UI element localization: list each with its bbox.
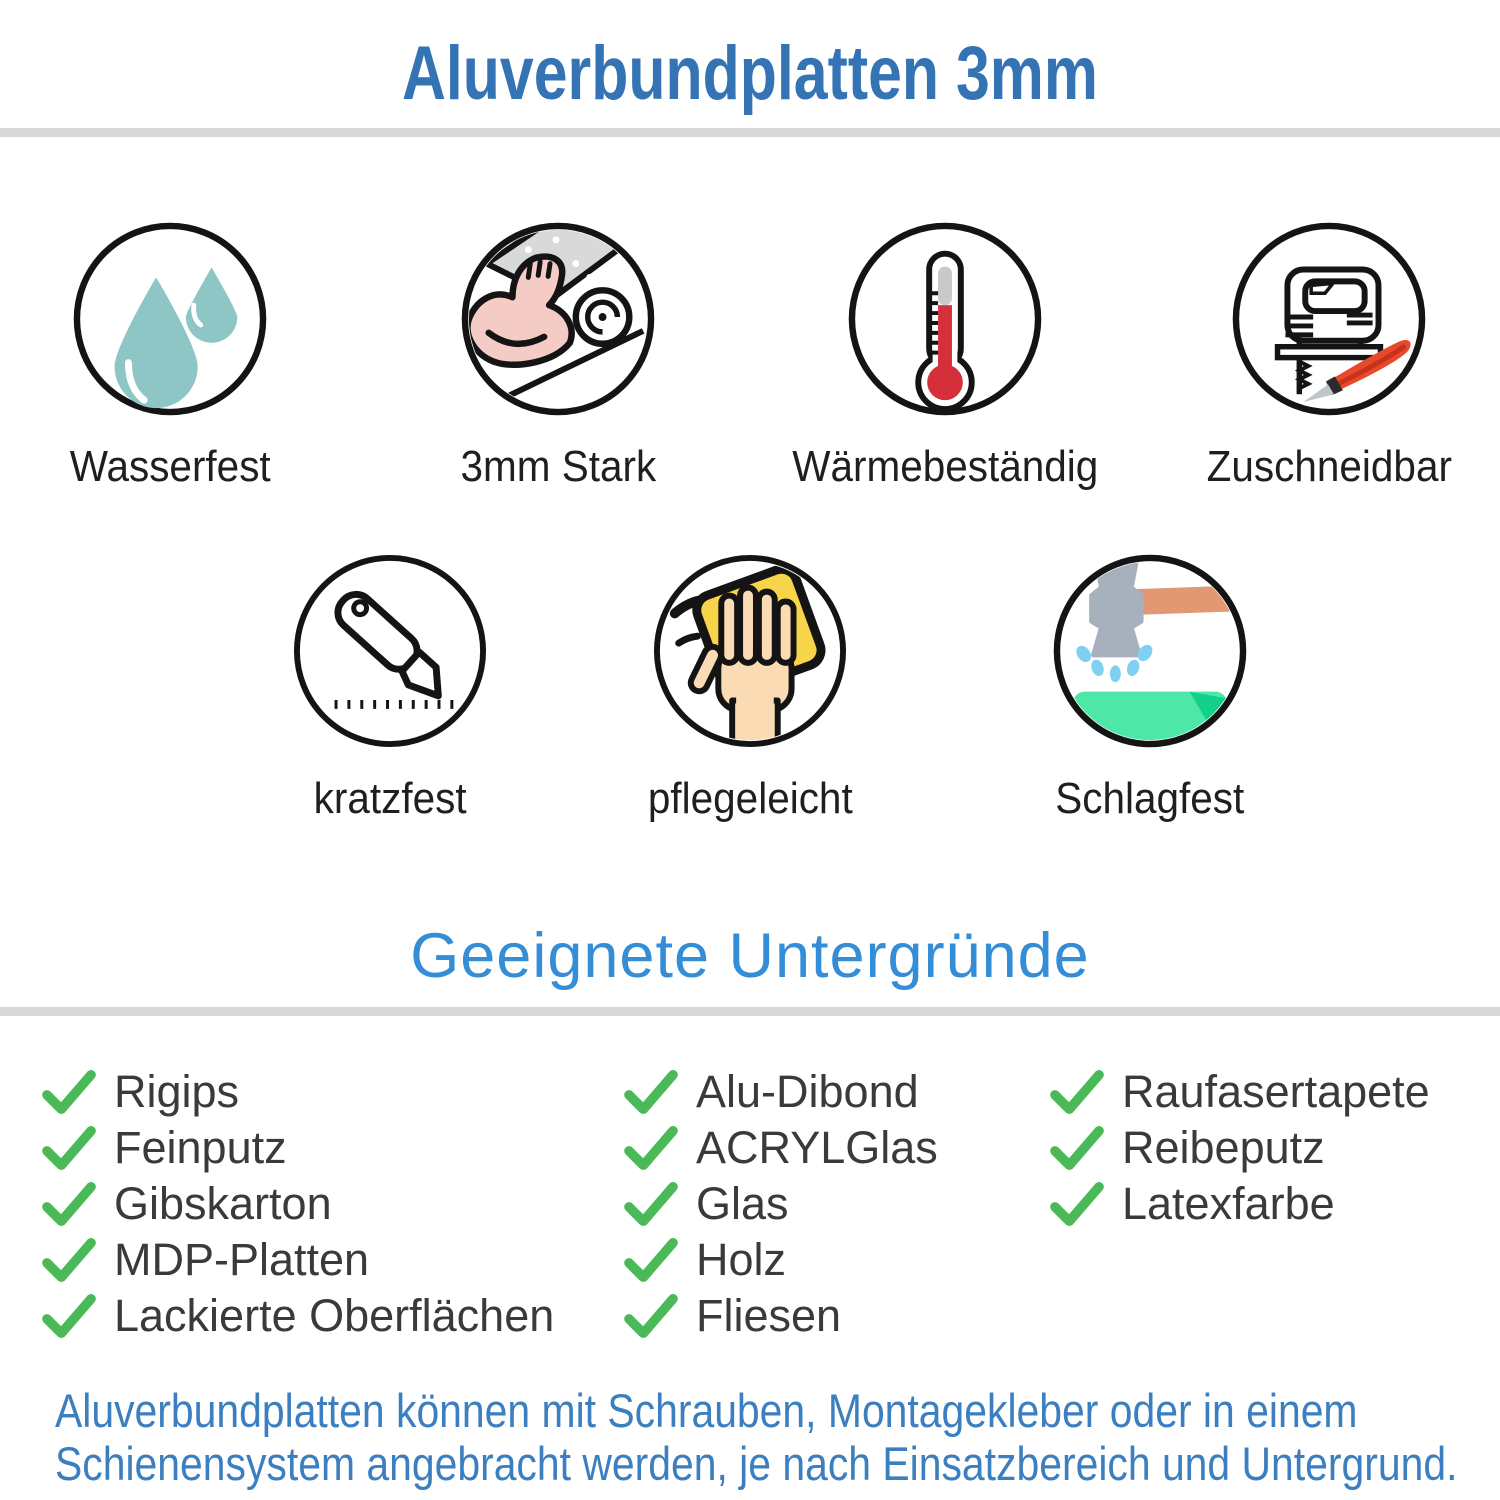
feature-label: Wasserfest — [69, 442, 271, 491]
list-item — [622, 1288, 938, 1344]
list-item — [1048, 1064, 1430, 1120]
divider-bar-top — [0, 128, 1500, 137]
mounting-note-line2: Schienensystem angebracht werden, je nach Einsatzbereich und Untergrund. — [55, 1437, 1458, 1490]
feature-pflegeleicht — [580, 552, 920, 824]
list-item — [622, 1176, 938, 1232]
check-icon — [40, 1181, 98, 1227]
feature-label: Wärmebeständig — [791, 442, 1098, 491]
page-title — [0, 30, 1500, 117]
muscle-arm-panel-icon — [459, 220, 657, 418]
substrate-column-1 — [40, 1064, 554, 1344]
list-item-label: Feinputz — [114, 1122, 287, 1173]
hammer-impact-icon — [1051, 552, 1249, 750]
list-item — [40, 1064, 554, 1120]
check-icon — [622, 1181, 680, 1227]
list-item-label: Gibskarton — [114, 1178, 332, 1229]
feature-label: Schlagfest — [1055, 774, 1245, 823]
list-item — [1048, 1120, 1430, 1176]
feature-label: 3mm Stark — [460, 442, 656, 491]
feature-zuschneidbar — [1159, 220, 1499, 492]
check-icon — [622, 1069, 680, 1115]
check-icon — [40, 1125, 98, 1171]
list-item — [40, 1288, 554, 1344]
mounting-note-line1: Aluverbundplatten können mit Schrauben, Montagekleber oder in einem — [55, 1384, 1358, 1437]
list-item-label: ACRYLGlas — [696, 1122, 938, 1173]
list-item-label: Fliesen — [696, 1290, 842, 1341]
mounting-note — [55, 1384, 1500, 1490]
check-icon — [1048, 1125, 1106, 1171]
list-item-label: Reibeputz — [1122, 1122, 1325, 1173]
feature-waermebestaendig — [775, 220, 1115, 492]
feature-schlagfest — [980, 552, 1320, 824]
list-item — [40, 1176, 554, 1232]
check-icon — [622, 1237, 680, 1283]
check-icon — [40, 1237, 98, 1283]
divider-bar-middle — [0, 1007, 1500, 1016]
list-item-label: MDP-Platten — [114, 1234, 370, 1285]
substrate-column-3 — [1048, 1064, 1430, 1232]
feature-label: Zuschneidbar — [1206, 442, 1452, 491]
cleaning-hand-cloth-icon — [651, 552, 849, 750]
feature-kratzfest — [220, 552, 560, 824]
check-icon — [1048, 1069, 1106, 1115]
check-icon — [40, 1069, 98, 1115]
list-item-label: Alu-Dibond — [696, 1066, 919, 1117]
page-title-text: Aluverbundplatten 3mm — [402, 31, 1098, 116]
jigsaw-cutter-icon — [1230, 220, 1428, 418]
check-icon — [622, 1125, 680, 1171]
list-item-label: Holz — [696, 1234, 787, 1285]
list-item — [622, 1232, 938, 1288]
thermometer-icon — [846, 220, 1044, 418]
substrate-column-2 — [622, 1064, 938, 1344]
list-item-label: Lackierte Oberflächen — [114, 1290, 555, 1341]
check-icon — [40, 1293, 98, 1339]
list-item-label: Raufasertapete — [1122, 1066, 1430, 1117]
list-item-label: Glas — [696, 1178, 789, 1229]
list-item-label: Rigips — [114, 1066, 240, 1117]
list-item — [40, 1120, 554, 1176]
water-drops-icon — [71, 220, 269, 418]
feature-3mm-stark — [388, 220, 728, 492]
list-item — [622, 1064, 938, 1120]
check-icon — [1048, 1181, 1106, 1227]
list-item — [622, 1120, 938, 1176]
list-item — [40, 1232, 554, 1288]
section-title-untergruende: Geeignete Untergründe — [410, 921, 1090, 991]
list-item-label: Latexfarbe — [1122, 1178, 1335, 1229]
list-item — [1048, 1176, 1430, 1232]
utility-knife-icon — [291, 552, 489, 750]
check-icon — [622, 1293, 680, 1339]
feature-label: kratzfest — [313, 774, 467, 823]
feature-label: pflegeleicht — [647, 774, 853, 823]
feature-wasserfest — [0, 220, 340, 492]
